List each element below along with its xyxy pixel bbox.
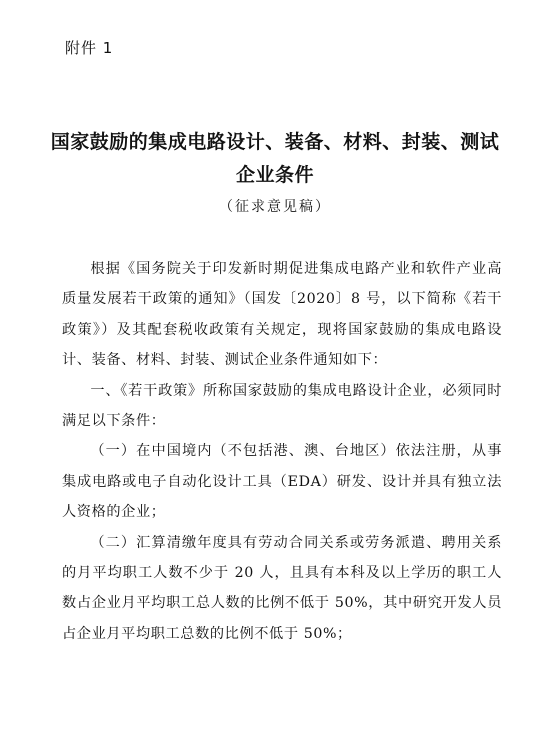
section-1-heading: 一、《若干政策》所称国家鼓励的集成电路设计企业，必须同时满足以下条件： [62, 382, 502, 430]
attachment-label: 附件 1 [65, 39, 114, 57]
condition-2-paragraph: （二）汇算清缴年度具有劳动合同关系或劳务派遣、聘用关系的月平均职工人数不少于 20 人，且具有本科及以上学历的职工人数占企业月平均职工总人数的比例不低于 50%，其中研究开发人员占企业月平均职工总数的比例不低于 50%； [62, 534, 502, 642]
document-title-line-1: 国家鼓励的集成电路设计、装备、材料、封装、测试 [50, 131, 500, 153]
condition-1-paragraph: （一）在中国境内（不包括港、澳、台地区）依法注册，从事集成电路或电子自动化设计工具（EDA）研发、设计并具有独立法人资格的企业； [62, 443, 502, 521]
intro-paragraph: 根据《国务院关于印发新时期促进集成电路产业和软件产业高质量发展若干政策的通知》（国发〔2020〕8 号，以下简称《若干政策》）及其配套税收政策有关规定，现将国家鼓励的集成电路设计、装备、材料、封装、测试企业条件通知如下： [62, 261, 502, 369]
document-title-line-2: 企业条件 [235, 164, 314, 186]
document-body [62, 254, 502, 649]
draft-subtitle: （征求意见稿） [219, 199, 331, 215]
